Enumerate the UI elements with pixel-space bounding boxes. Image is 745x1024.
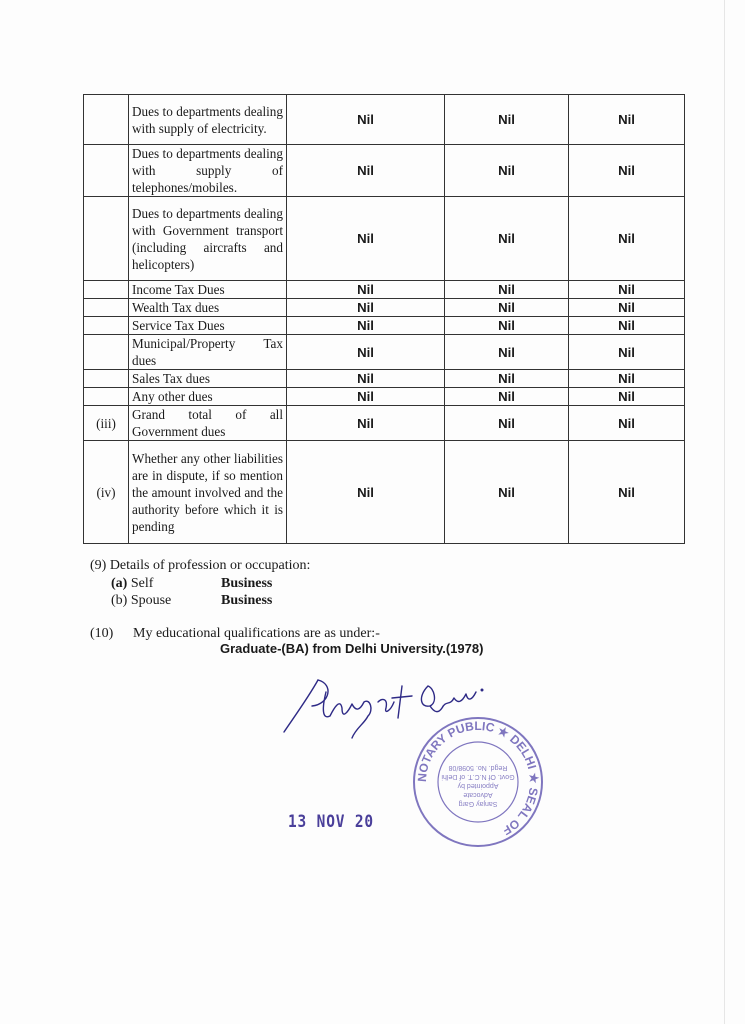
row-value: Nil — [445, 335, 569, 370]
row-value: Nil — [569, 197, 685, 281]
row-description: Dues to departments dealing with supply of electricity. — [129, 95, 287, 145]
seal-ring-text: NOTARY PUBLIC ★ DELHI ★ SEAL OF — [414, 718, 542, 838]
row-value: Nil — [569, 95, 685, 145]
row-description: Any other dues — [129, 388, 287, 406]
notary-seal — [408, 712, 548, 852]
row-number — [84, 95, 129, 145]
row-value: Nil — [445, 299, 569, 317]
row-value: Nil — [287, 197, 445, 281]
row-value: Nil — [445, 145, 569, 197]
row-value: Nil — [445, 441, 569, 544]
row-value: Nil — [569, 299, 685, 317]
row-number — [84, 197, 129, 281]
table-row — [84, 145, 685, 197]
row-value: Nil — [287, 95, 445, 145]
seal-line: Sanjay Garg — [458, 800, 498, 807]
seal-inner-text — [441, 764, 515, 807]
row-value: Nil — [569, 441, 685, 544]
row-value: Nil — [445, 370, 569, 388]
row-value: Nil — [569, 388, 685, 406]
row-value: Nil — [287, 441, 445, 544]
row-value: Nil — [445, 406, 569, 441]
self-row — [111, 575, 153, 592]
row-description: Dues to departments dealing with Government transport (including aircrafts and helicopters) — [129, 197, 287, 281]
section-9-heading: (9) Details of profession or occupation: — [90, 558, 311, 573]
row-value: Nil — [287, 145, 445, 197]
row-number — [84, 299, 129, 317]
self-label: Self — [130, 576, 154, 591]
row-value: Nil — [287, 406, 445, 441]
section-10-number: (10) — [90, 626, 114, 641]
row-description: Service Tax Dues — [129, 317, 287, 335]
table-row — [84, 281, 685, 299]
row-value: Nil — [569, 281, 685, 299]
row-value: Nil — [569, 317, 685, 335]
row-number — [84, 281, 129, 299]
table-row — [84, 335, 685, 370]
row-number — [84, 335, 129, 370]
row-value: Nil — [445, 197, 569, 281]
table-row — [84, 441, 685, 544]
table-row — [84, 388, 685, 406]
qualification: Graduate-(BA) from Delhi University.(1978) — [220, 641, 484, 656]
row-value: Nil — [287, 281, 445, 299]
row-description: Municipal/Property Tax dues — [129, 335, 287, 370]
row-number — [84, 317, 129, 335]
section-10-text: My educational qualifications are as under:- — [133, 626, 380, 641]
row-value: Nil — [445, 317, 569, 335]
row-value: Nil — [287, 299, 445, 317]
row-value: Nil — [569, 335, 685, 370]
page-edge — [724, 0, 725, 1024]
row-value: Nil — [569, 406, 685, 441]
self-occupation: Business — [221, 576, 273, 591]
row-value: Nil — [569, 370, 685, 388]
table-row — [84, 197, 685, 281]
row-value: Nil — [287, 317, 445, 335]
self-label-letter: (a) — [111, 576, 128, 591]
seal-line: Appointed by — [457, 782, 499, 789]
spouse-label: (b) Spouse — [111, 593, 172, 608]
row-number — [84, 388, 129, 406]
date-stamp: 13 NOV 20 — [288, 812, 374, 832]
row-number — [84, 370, 129, 388]
seal-line: Regd. No. 5098/08 — [448, 764, 508, 771]
table-row — [84, 317, 685, 335]
row-description: Dues to departments dealing with supply of telephones/mobiles. — [129, 145, 287, 197]
table-row — [84, 370, 685, 388]
table-row — [84, 299, 685, 317]
row-value: Nil — [287, 388, 445, 406]
table-row — [84, 95, 685, 145]
row-number — [84, 145, 129, 197]
row-number: (iii) — [84, 406, 129, 441]
row-value: Nil — [445, 95, 569, 145]
row-number: (iv) — [84, 441, 129, 544]
row-description: Grand total of all Government dues — [129, 406, 287, 441]
row-description: Whether any other liabilities are in dispute, if so mention the amount involved and the authority before which it is pending — [129, 441, 287, 544]
row-value: Nil — [287, 335, 445, 370]
spouse-occupation: Business — [221, 593, 273, 608]
row-value: Nil — [445, 281, 569, 299]
seal-line: Advocate — [463, 791, 493, 798]
row-value: Nil — [445, 388, 569, 406]
table-row — [84, 406, 685, 441]
seal-line: Govt. Of N.C.T. of Delhi — [441, 773, 515, 780]
row-value: Nil — [287, 370, 445, 388]
row-description: Wealth Tax dues — [129, 299, 287, 317]
row-description: Sales Tax dues — [129, 370, 287, 388]
row-description: Income Tax Dues — [129, 281, 287, 299]
dues-table — [83, 94, 685, 544]
dues-table-body — [84, 95, 685, 544]
row-value: Nil — [569, 145, 685, 197]
